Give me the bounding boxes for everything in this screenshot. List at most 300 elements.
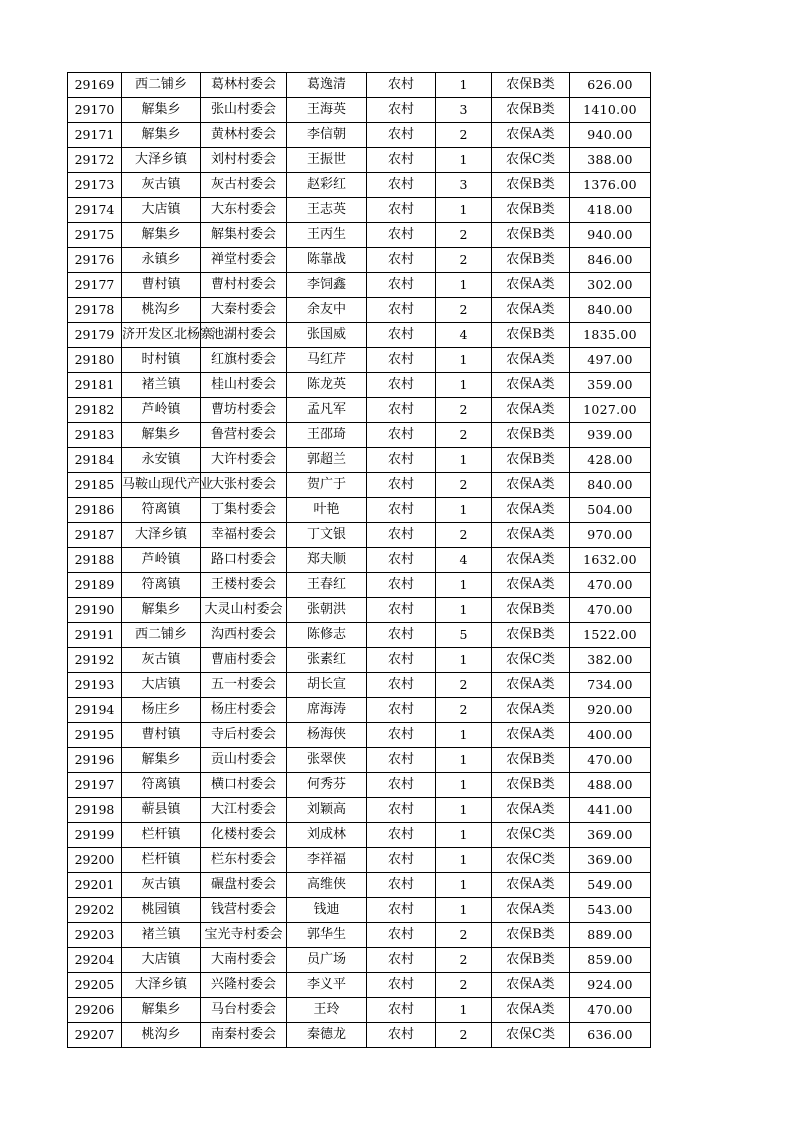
record-id-cell: 29207 <box>68 1023 122 1048</box>
household-count-cell: 2 <box>436 473 492 498</box>
table-row <box>68 623 651 648</box>
town-cell: 灰古镇 <box>122 173 201 198</box>
person-name-cell: 王丙生 <box>287 223 367 248</box>
town-cell: 解集乡 <box>122 123 201 148</box>
town-cell: 西二铺乡 <box>122 623 201 648</box>
amount-cell: 840.00 <box>570 473 651 498</box>
amount-cell: 1376.00 <box>570 173 651 198</box>
person-name-cell: 陈修志 <box>287 623 367 648</box>
household-count-cell: 2 <box>436 698 492 723</box>
town-cell: 大泽乡镇 <box>122 973 201 998</box>
residence-type-cell: 农村 <box>367 723 436 748</box>
town-cell: 芦岭镇 <box>122 398 201 423</box>
town-cell: 时村镇 <box>122 348 201 373</box>
record-id-cell: 29186 <box>68 498 122 523</box>
person-name-cell: 胡长宣 <box>287 673 367 698</box>
village-committee-cell: 大秦村委会 <box>201 298 287 323</box>
household-count-cell: 1 <box>436 148 492 173</box>
residence-type-cell: 农村 <box>367 273 436 298</box>
village-committee-cell: 寺后村委会 <box>201 723 287 748</box>
residence-type-cell: 农村 <box>367 523 436 548</box>
table-row <box>68 948 651 973</box>
town-cell: 解集乡 <box>122 423 201 448</box>
village-committee-cell: 解集村委会 <box>201 223 287 248</box>
insurance-category-cell: 农保A类 <box>492 798 570 823</box>
town-cell: 灰古镇 <box>122 873 201 898</box>
person-name-cell: 张翠侠 <box>287 748 367 773</box>
residence-type-cell: 农村 <box>367 948 436 973</box>
table-row <box>68 848 651 873</box>
village-committee-cell: 大张村委会 <box>201 473 287 498</box>
record-id-cell: 29185 <box>68 473 122 498</box>
record-id-cell: 29181 <box>68 373 122 398</box>
table-row <box>68 973 651 998</box>
village-committee-cell: 马台村委会 <box>201 998 287 1023</box>
insurance-category-cell: 农保A类 <box>492 298 570 323</box>
insurance-category-cell: 农保A类 <box>492 123 570 148</box>
household-count-cell: 2 <box>436 398 492 423</box>
village-committee-cell: 王楼村委会 <box>201 573 287 598</box>
residence-type-cell: 农村 <box>367 898 436 923</box>
person-name-cell: 王海英 <box>287 98 367 123</box>
person-name-cell: 李祥福 <box>287 848 367 873</box>
village-committee-cell: 张山村委会 <box>201 98 287 123</box>
table-row <box>68 223 651 248</box>
insurance-category-cell: 农保A类 <box>492 348 570 373</box>
town-cell: 芦岭镇 <box>122 548 201 573</box>
person-name-cell: 何秀芬 <box>287 773 367 798</box>
record-id-cell: 29203 <box>68 923 122 948</box>
town-cell: 西二铺乡 <box>122 73 201 98</box>
person-name-cell: 马红芹 <box>287 348 367 373</box>
person-name-cell: 王振世 <box>287 148 367 173</box>
household-count-cell: 2 <box>436 298 492 323</box>
record-id-cell: 29196 <box>68 748 122 773</box>
table-row <box>68 398 651 423</box>
town-cell: 褚兰镇 <box>122 923 201 948</box>
village-committee-cell: 葛林村委会 <box>201 73 287 98</box>
residence-type-cell: 农村 <box>367 498 436 523</box>
household-count-cell: 1 <box>436 773 492 798</box>
record-id-cell: 29193 <box>68 673 122 698</box>
amount-cell: 441.00 <box>570 798 651 823</box>
record-id-cell: 29172 <box>68 148 122 173</box>
town-cell: 曹村镇 <box>122 723 201 748</box>
table-row <box>68 548 651 573</box>
village-committee-cell: 鲁营村委会 <box>201 423 287 448</box>
residence-type-cell: 农村 <box>367 198 436 223</box>
household-count-cell: 2 <box>436 673 492 698</box>
insurance-category-cell: 农保B类 <box>492 773 570 798</box>
person-name-cell: 余友中 <box>287 298 367 323</box>
record-id-cell: 29182 <box>68 398 122 423</box>
person-name-cell: 刘成林 <box>287 823 367 848</box>
village-committee-cell: 碾盘村委会 <box>201 873 287 898</box>
table-row <box>68 198 651 223</box>
town-cell: 大泽乡镇 <box>122 523 201 548</box>
village-committee-cell: 曹坊村委会 <box>201 398 287 423</box>
insurance-category-cell: 农保B类 <box>492 623 570 648</box>
person-name-cell: 李饲鑫 <box>287 273 367 298</box>
table-row <box>68 323 651 348</box>
person-name-cell: 李信朝 <box>287 123 367 148</box>
record-id-cell: 29206 <box>68 998 122 1023</box>
residence-type-cell: 农村 <box>367 573 436 598</box>
residence-type-cell: 农村 <box>367 248 436 273</box>
table-row <box>68 373 651 398</box>
record-id-cell: 29202 <box>68 898 122 923</box>
table-row <box>68 98 651 123</box>
record-id-cell: 29176 <box>68 248 122 273</box>
amount-cell: 924.00 <box>570 973 651 998</box>
table-row <box>68 273 651 298</box>
table-row <box>68 823 651 848</box>
village-committee-cell: 黄林村委会 <box>201 123 287 148</box>
household-count-cell: 2 <box>436 523 492 548</box>
person-name-cell: 孟凡军 <box>287 398 367 423</box>
household-count-cell: 4 <box>436 548 492 573</box>
town-cell: 曹村镇 <box>122 273 201 298</box>
village-committee-cell: 大灵山村委会 <box>201 598 287 623</box>
household-count-cell: 3 <box>436 98 492 123</box>
record-id-cell: 29197 <box>68 773 122 798</box>
person-name-cell: 郑夫顺 <box>287 548 367 573</box>
household-count-cell: 1 <box>436 498 492 523</box>
household-count-cell: 1 <box>436 898 492 923</box>
record-id-cell: 29204 <box>68 948 122 973</box>
amount-cell: 400.00 <box>570 723 651 748</box>
amount-cell: 359.00 <box>570 373 651 398</box>
town-cell: 解集乡 <box>122 598 201 623</box>
record-id-cell: 29191 <box>68 623 122 648</box>
town-cell: 大店镇 <box>122 198 201 223</box>
insurance-category-cell: 农保A类 <box>492 673 570 698</box>
insurance-category-cell: 农保A类 <box>492 573 570 598</box>
table-row <box>68 348 651 373</box>
person-name-cell: 陈龙英 <box>287 373 367 398</box>
person-name-cell: 李义平 <box>287 973 367 998</box>
town-cell: 大泽乡镇 <box>122 148 201 173</box>
household-count-cell: 2 <box>436 973 492 998</box>
person-name-cell: 刘颖高 <box>287 798 367 823</box>
residence-type-cell: 农村 <box>367 873 436 898</box>
residence-type-cell: 农村 <box>367 148 436 173</box>
household-count-cell: 1 <box>436 198 492 223</box>
insurance-category-cell: 农保B类 <box>492 323 570 348</box>
residence-type-cell: 农村 <box>367 548 436 573</box>
town-cell: 蕲县镇 <box>122 798 201 823</box>
residence-type-cell: 农村 <box>367 973 436 998</box>
town-cell: 济开发区北杨寨 <box>122 323 201 348</box>
amount-cell: 1410.00 <box>570 98 651 123</box>
residence-type-cell: 农村 <box>367 598 436 623</box>
household-count-cell: 1 <box>436 373 492 398</box>
household-count-cell: 1 <box>436 723 492 748</box>
insurance-category-cell: 农保B类 <box>492 98 570 123</box>
table-row <box>68 798 651 823</box>
record-id-cell: 29201 <box>68 873 122 898</box>
table-row <box>68 448 651 473</box>
table-row <box>68 248 651 273</box>
village-committee-cell: 南秦村委会 <box>201 1023 287 1048</box>
insurance-category-cell: 农保A类 <box>492 898 570 923</box>
residence-type-cell: 农村 <box>367 323 436 348</box>
person-name-cell: 陈靠战 <box>287 248 367 273</box>
residence-type-cell: 农村 <box>367 998 436 1023</box>
record-id-cell: 29173 <box>68 173 122 198</box>
town-cell: 桃沟乡 <box>122 1023 201 1048</box>
table-row <box>68 773 651 798</box>
town-cell: 褚兰镇 <box>122 373 201 398</box>
amount-cell: 388.00 <box>570 148 651 173</box>
village-committee-cell: 栏东村委会 <box>201 848 287 873</box>
household-count-cell: 5 <box>436 623 492 648</box>
insurance-category-cell: 农保C类 <box>492 823 570 848</box>
insurance-category-cell: 农保A类 <box>492 998 570 1023</box>
amount-cell: 470.00 <box>570 998 651 1023</box>
insurance-category-cell: 农保C类 <box>492 848 570 873</box>
table-row <box>68 123 651 148</box>
record-id-cell: 29198 <box>68 798 122 823</box>
town-cell: 栏杆镇 <box>122 823 201 848</box>
person-name-cell: 王邵琦 <box>287 423 367 448</box>
town-cell: 解集乡 <box>122 748 201 773</box>
residence-type-cell: 农村 <box>367 448 436 473</box>
insurance-category-cell: 农保A类 <box>492 398 570 423</box>
amount-cell: 940.00 <box>570 123 651 148</box>
amount-cell: 418.00 <box>570 198 651 223</box>
table-row <box>68 523 651 548</box>
table-row <box>68 473 651 498</box>
amount-cell: 1632.00 <box>570 548 651 573</box>
village-committee-cell: 曹庙村委会 <box>201 648 287 673</box>
household-count-cell: 4 <box>436 323 492 348</box>
table-row <box>68 573 651 598</box>
insurance-category-cell: 农保A类 <box>492 548 570 573</box>
amount-cell: 889.00 <box>570 923 651 948</box>
insurance-category-cell: 农保B类 <box>492 948 570 973</box>
household-count-cell: 1 <box>436 798 492 823</box>
record-id-cell: 29192 <box>68 648 122 673</box>
town-cell: 马鞍山现代产业 <box>122 473 201 498</box>
insurance-category-cell: 农保A类 <box>492 523 570 548</box>
person-name-cell: 张素红 <box>287 648 367 673</box>
amount-cell: 1522.00 <box>570 623 651 648</box>
town-cell: 桃园镇 <box>122 898 201 923</box>
insurance-category-cell: 农保C类 <box>492 648 570 673</box>
household-count-cell: 3 <box>436 173 492 198</box>
village-committee-cell: 大江村委会 <box>201 798 287 823</box>
residence-type-cell: 农村 <box>367 298 436 323</box>
record-id-cell: 29180 <box>68 348 122 373</box>
person-name-cell: 王玲 <box>287 998 367 1023</box>
record-id-cell: 29175 <box>68 223 122 248</box>
record-id-cell: 29171 <box>68 123 122 148</box>
town-cell: 大店镇 <box>122 673 201 698</box>
town-cell: 符离镇 <box>122 498 201 523</box>
residence-type-cell: 农村 <box>367 123 436 148</box>
amount-cell: 859.00 <box>570 948 651 973</box>
household-count-cell: 1 <box>436 998 492 1023</box>
table-row <box>68 873 651 898</box>
table-row <box>68 423 651 448</box>
record-id-cell: 29184 <box>68 448 122 473</box>
record-id-cell: 29188 <box>68 548 122 573</box>
town-cell: 永安镇 <box>122 448 201 473</box>
household-count-cell: 1 <box>436 448 492 473</box>
residence-type-cell: 农村 <box>367 73 436 98</box>
village-committee-cell: 大东村委会 <box>201 198 287 223</box>
household-count-cell: 1 <box>436 873 492 898</box>
residence-type-cell: 农村 <box>367 748 436 773</box>
residence-type-cell: 农村 <box>367 623 436 648</box>
amount-cell: 920.00 <box>570 698 651 723</box>
insurance-category-cell: 农保C类 <box>492 1023 570 1048</box>
residence-type-cell: 农村 <box>367 373 436 398</box>
village-committee-cell: 大南村委会 <box>201 948 287 973</box>
village-committee-cell: 刘村村委会 <box>201 148 287 173</box>
insurance-category-cell: 农保A类 <box>492 723 570 748</box>
village-committee-cell: 兴隆村委会 <box>201 973 287 998</box>
village-committee-cell: 池湖村委会 <box>201 323 287 348</box>
person-name-cell: 王志英 <box>287 198 367 223</box>
town-cell: 灰古镇 <box>122 648 201 673</box>
record-id-cell: 29200 <box>68 848 122 873</box>
residence-type-cell: 农村 <box>367 173 436 198</box>
village-committee-cell: 红旗村委会 <box>201 348 287 373</box>
record-id-cell: 29189 <box>68 573 122 598</box>
record-id-cell: 29195 <box>68 723 122 748</box>
record-id-cell: 29169 <box>68 73 122 98</box>
town-cell: 大店镇 <box>122 948 201 973</box>
village-committee-cell: 沟西村委会 <box>201 623 287 648</box>
record-id-cell: 29199 <box>68 823 122 848</box>
village-committee-cell: 桂山村委会 <box>201 373 287 398</box>
household-count-cell: 1 <box>436 598 492 623</box>
household-count-cell: 1 <box>436 848 492 873</box>
household-count-cell: 2 <box>436 423 492 448</box>
town-cell: 解集乡 <box>122 223 201 248</box>
record-id-cell: 29178 <box>68 298 122 323</box>
insurance-category-cell: 农保B类 <box>492 173 570 198</box>
town-cell: 符离镇 <box>122 573 201 598</box>
residence-type-cell: 农村 <box>367 223 436 248</box>
person-name-cell: 郭超兰 <box>287 448 367 473</box>
insurance-category-cell: 农保B类 <box>492 198 570 223</box>
town-cell: 栏杆镇 <box>122 848 201 873</box>
residence-type-cell: 农村 <box>367 473 436 498</box>
residence-type-cell: 农村 <box>367 823 436 848</box>
town-cell: 符离镇 <box>122 773 201 798</box>
insurance-category-cell: 农保B类 <box>492 598 570 623</box>
residence-type-cell: 农村 <box>367 648 436 673</box>
amount-cell: 302.00 <box>570 273 651 298</box>
amount-cell: 497.00 <box>570 348 651 373</box>
amount-cell: 470.00 <box>570 573 651 598</box>
village-committee-cell: 五一村委会 <box>201 673 287 698</box>
residence-type-cell: 农村 <box>367 798 436 823</box>
household-count-cell: 2 <box>436 948 492 973</box>
amount-cell: 970.00 <box>570 523 651 548</box>
household-count-cell: 1 <box>436 273 492 298</box>
amount-cell: 940.00 <box>570 223 651 248</box>
town-cell: 桃沟乡 <box>122 298 201 323</box>
household-count-cell: 2 <box>436 223 492 248</box>
table-row <box>68 73 651 98</box>
record-id-cell: 29194 <box>68 698 122 723</box>
record-id-cell: 29183 <box>68 423 122 448</box>
amount-cell: 369.00 <box>570 848 651 873</box>
household-count-cell: 2 <box>436 123 492 148</box>
insurance-category-cell: 农保B类 <box>492 923 570 948</box>
table-row <box>68 998 651 1023</box>
village-committee-cell: 宝光寺村委会 <box>201 923 287 948</box>
table-row <box>68 723 651 748</box>
table-row <box>68 698 651 723</box>
amount-cell: 636.00 <box>570 1023 651 1048</box>
town-cell: 解集乡 <box>122 998 201 1023</box>
table-row <box>68 498 651 523</box>
table-row <box>68 148 651 173</box>
table-row <box>68 898 651 923</box>
residence-type-cell: 农村 <box>367 423 436 448</box>
insurance-category-cell: 农保B类 <box>492 423 570 448</box>
residence-type-cell: 农村 <box>367 848 436 873</box>
table-row <box>68 648 651 673</box>
table-row <box>68 923 651 948</box>
village-committee-cell: 禅堂村委会 <box>201 248 287 273</box>
amount-cell: 939.00 <box>570 423 651 448</box>
residence-type-cell: 农村 <box>367 673 436 698</box>
amount-cell: 543.00 <box>570 898 651 923</box>
table-row <box>68 673 651 698</box>
table-row <box>68 1023 651 1048</box>
record-id-cell: 29190 <box>68 598 122 623</box>
amount-cell: 428.00 <box>570 448 651 473</box>
amount-cell: 369.00 <box>570 823 651 848</box>
town-cell: 永镇乡 <box>122 248 201 273</box>
town-cell: 解集乡 <box>122 98 201 123</box>
insurance-category-cell: 农保A类 <box>492 698 570 723</box>
household-count-cell: 2 <box>436 1023 492 1048</box>
insurance-category-cell: 农保B类 <box>492 748 570 773</box>
record-id-cell: 29179 <box>68 323 122 348</box>
insurance-category-cell: 农保C类 <box>492 148 570 173</box>
insurance-category-cell: 农保A类 <box>492 373 570 398</box>
table-row <box>68 298 651 323</box>
records-table <box>67 72 651 1048</box>
residence-type-cell: 农村 <box>367 1023 436 1048</box>
amount-cell: 846.00 <box>570 248 651 273</box>
household-count-cell: 1 <box>436 573 492 598</box>
amount-cell: 488.00 <box>570 773 651 798</box>
records-body <box>68 73 651 1048</box>
insurance-category-cell: 农保B类 <box>492 73 570 98</box>
record-id-cell: 29170 <box>68 98 122 123</box>
residence-type-cell: 农村 <box>367 348 436 373</box>
household-count-cell: 2 <box>436 923 492 948</box>
amount-cell: 734.00 <box>570 673 651 698</box>
record-id-cell: 29205 <box>68 973 122 998</box>
person-name-cell: 张朝洪 <box>287 598 367 623</box>
amount-cell: 470.00 <box>570 748 651 773</box>
village-committee-cell: 横口村委会 <box>201 773 287 798</box>
household-count-cell: 1 <box>436 748 492 773</box>
village-committee-cell: 大许村委会 <box>201 448 287 473</box>
insurance-category-cell: 农保A类 <box>492 873 570 898</box>
village-committee-cell: 贡山村委会 <box>201 748 287 773</box>
insurance-category-cell: 农保B类 <box>492 448 570 473</box>
